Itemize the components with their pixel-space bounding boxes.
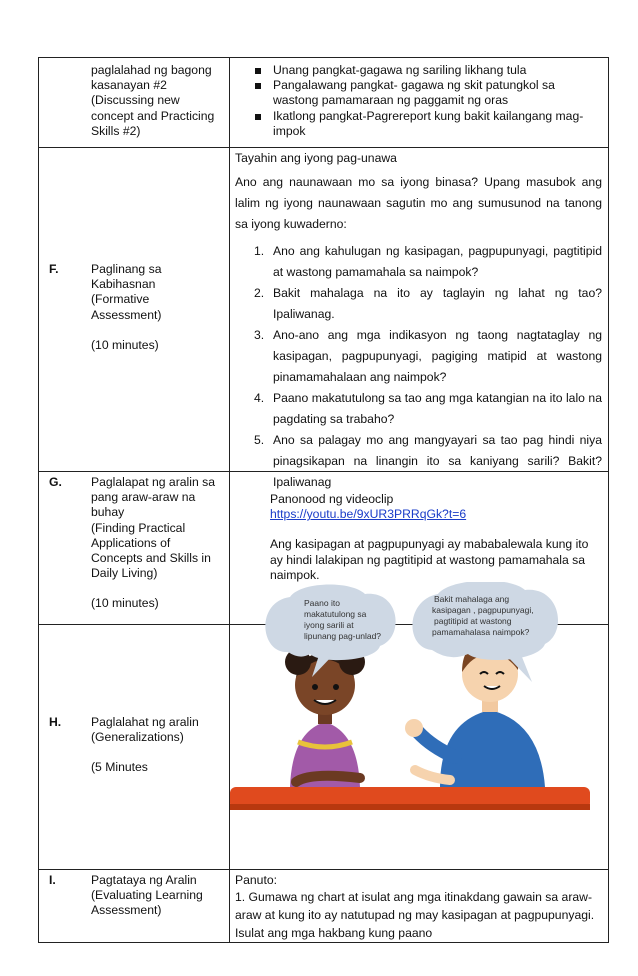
bubble-line: Paano ito	[304, 598, 340, 608]
question-number: 4.	[254, 391, 265, 406]
question-number: 1.	[254, 244, 265, 259]
instruction-line: Panuto:	[235, 873, 278, 887]
row-e-line: paglalahad ng bagong	[91, 63, 212, 77]
children-talking-illustration	[200, 582, 600, 832]
bubble-line: kasipagan , pagpupunyagi,	[432, 605, 534, 615]
row-g-line: Concepts and Skills in	[91, 551, 211, 566]
bullet-text: Pangalawang pangkat- gagawa ng skit patungkol sa	[273, 78, 555, 93]
row-divider	[39, 147, 608, 148]
question-text: Bakit mahalaga na ito ay taglayin ng lahat ng tao? Ipaliwanag.	[273, 286, 602, 322]
bullet-text: Ikatlong pangkat-Pagrereport kung bakit kailangang mag-	[273, 108, 584, 123]
row-e-line: (Discussing new	[91, 93, 180, 108]
row-letter: I.	[49, 873, 56, 887]
bubble-line: iyong sarili at	[304, 620, 354, 630]
bubble-line: lipunang pag-unlad?	[304, 631, 382, 641]
row-g-line: Paglalapat ng aralin sa	[91, 475, 215, 489]
row-g-line: (10 minutes)	[91, 596, 159, 611]
row-h-line: Paglalahat ng aralin	[91, 715, 199, 729]
bullet-text: Unang pangkat-gagawa ng sariling likhang tula	[273, 63, 527, 77]
row-g-line: Applications of	[91, 535, 171, 550]
bullet-text: impok	[273, 123, 306, 138]
row-f-line: Kabihasnan	[91, 277, 156, 292]
row-e-activities	[230, 63, 610, 139]
instruction-line: 1. Gumawa ng chart at isulat ang mga itinakdang gawain sa araw-	[235, 890, 593, 904]
row-i-line: (Evaluating Learning	[91, 888, 203, 903]
row-letter: G.	[49, 475, 62, 489]
note-line: Ang kasipagan at pagpupunyagi ay mababalewala kung ito	[270, 537, 589, 552]
square-bullet-icon	[255, 114, 261, 120]
square-bullet-icon	[255, 83, 261, 89]
bullet-item	[235, 63, 602, 78]
row-i-evaluation	[230, 873, 610, 942]
question-item	[235, 325, 602, 388]
video-label: Panonood ng videoclip	[270, 492, 394, 506]
row-letter: H.	[49, 715, 62, 729]
note-line: naimpok.	[270, 567, 320, 582]
row-f-line: Assessment)	[91, 307, 162, 322]
assessment-intro: Tayahin ang iyong pag-unawa	[235, 151, 397, 165]
bubble-line: makatutulong sa	[304, 609, 367, 619]
question-item	[235, 388, 602, 430]
instruction-line: araw at kung ito ay natutupad ng may kasipagan at pagpupunyagi.	[235, 908, 595, 922]
bullet-item	[235, 78, 602, 108]
assessment-question: Ano ang naunawaan mo sa iyong binasa? Upang masubok ang lalim ng iyong naunawaan sagutin mo ang sumusunod na tanong sa iyong kuwaderno:	[235, 175, 602, 232]
instruction-line: Isulat ang mga hakbang kung paano	[235, 926, 433, 940]
row-f-line: (Formative	[91, 292, 150, 307]
question-list	[235, 241, 602, 493]
question-number: 2.	[254, 286, 265, 301]
row-g-application	[230, 492, 610, 583]
row-divider	[39, 869, 608, 870]
row-g-line: Daily Living)	[91, 566, 158, 581]
question-text: Ano sa palagay mo ang mangyayari sa tao pag hindi niya pinagsikapan na linangin ito sa kaniyang sarili? Bakit? Ipaliwanag	[273, 433, 602, 490]
question-item	[235, 430, 602, 493]
row-h-line: (Generalizations)	[91, 730, 184, 745]
girl-figure	[285, 649, 365, 787]
row-f-line: (10 minutes)	[91, 337, 159, 352]
question-text: Ano-ano ang mga indikasyon ng taong nagtataglay ng kasipagan, pagpupunyagi, pagiging matipid at wastong pinamamahalaan ang naimpok?	[273, 328, 602, 385]
bullet-item	[235, 109, 602, 139]
video-link[interactable]: https://youtu.be/9xUR3PRRqGk?t=6	[270, 507, 467, 522]
row-g-line: pang araw-araw na	[91, 490, 196, 505]
bubble-line: Bakit mahalaga ang	[434, 594, 510, 604]
row-e-line: Skills #2)	[91, 123, 141, 138]
row-e-line: kasanayan #2	[91, 78, 167, 93]
row-e-line: concept and Practicing	[91, 108, 215, 123]
question-number: 5.	[254, 433, 265, 448]
bubble-line: pagtitipid at wastong	[434, 616, 512, 626]
row-h-line: (5 Minutes	[91, 760, 148, 775]
row-i-line: Pagtataya ng Aralin	[91, 873, 197, 887]
note-line: ay hindi lalakipan ng pagtitipid at wastong pamamahala sa	[270, 552, 586, 567]
row-g-line: (Finding Practical	[91, 520, 186, 535]
question-text: Paano makatutulong sa tao ang mga katangian na ito lalo na pagdating sa trabaho?	[273, 391, 602, 427]
row-f-label	[39, 262, 229, 372]
row-i-line: Assessment)	[91, 903, 162, 918]
question-number: 3.	[254, 328, 265, 343]
row-f-assessment	[230, 151, 610, 493]
row-f-line: Paglinang sa	[91, 262, 162, 276]
square-bullet-icon	[255, 68, 261, 74]
row-letter: F.	[49, 262, 59, 276]
row-g-line: buhay	[91, 505, 125, 520]
question-item	[235, 283, 602, 325]
bullet-text: wastong pamamaraan ng paggamit ng oras	[273, 93, 509, 108]
question-text: Ano ang kahulugan ng kasipagan, pagpupunyagi, pagtitipid at wastong pamamahala sa naimpok?	[273, 244, 602, 280]
question-item	[235, 241, 602, 283]
bubble-line: pamamahalasa naimpok?	[432, 627, 530, 637]
